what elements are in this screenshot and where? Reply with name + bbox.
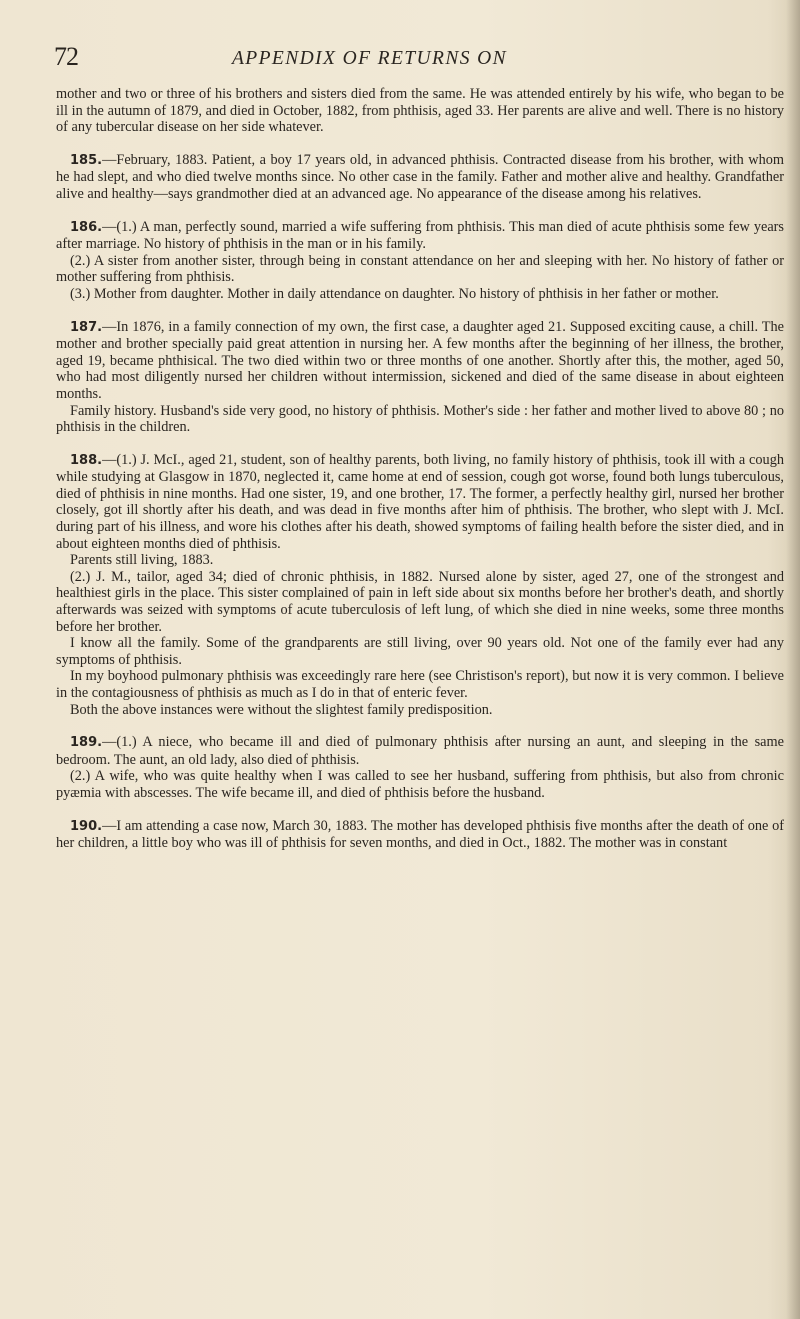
body-text [56,86,784,852]
case-number: 190. [70,818,103,834]
paragraph-text: —(1.) A niece, who became ill and died of pulmonary phthisis after nursing an aunt, and sleeping in the same bedroom. The aunt, an old lady, also died of phthisis. [56,734,784,768]
paragraph-text: (2.) J. M., tailor, aged 34; died of chronic phthisis, in 1882. Nursed alone by sister, aged 27, one of the strongest and healthiest girls in the place. This sister complained of pain in left side about six months before her brother's death, and shortly afterwards was seized with symptoms of acute tuberculosis of left lung, of which she died in nine weeks, some three months before her brother. [56,568,784,635]
paragraph-text: mother and two or three of his brothers and sisters died from the same. He was attended entirely by his wife, who began to be ill in the autumn of 1879, and died in October, 1882, from phthisis, aged 33. Her parents are alive and well. There is no history of any tubercular disease on her side whatever. [56,86,784,136]
paragraph-text: I know all the family. Some of the grandparents are still living, over 90 years old. Not one of the family ever had any symptoms of phthisis. [56,635,784,668]
case-number: 189. [70,735,103,751]
page-header [54,42,754,74]
paragraph-gap [56,303,784,319]
paragraph-gap [56,718,784,734]
paragraph-text: Parents still living, 1883. [70,552,214,569]
paragraph [56,768,784,801]
running-head: APPENDIX OF RETURNS ON [232,48,508,69]
paragraph-gap [56,802,784,818]
paragraph [56,702,784,719]
paragraph [56,668,784,701]
paragraph-text: In my boyhood pulmonary phthisis was exceedingly rare here (see Christison's report), but now it is very common. I believe in the contagiousness of phthisis as much as I do in that of enteric fever. [56,668,784,701]
paragraph [56,569,784,635]
paragraph-text: —February, 1883. Patient, a boy 17 years old, in advanced phthisis. Contracted disease from his brother, with whom he had slept, and who died twelve months since. No other case in the family. Father and mother alive and healthy. Grandfather alive and healthy—says grandmother died at an advanced age. No appearance of the disease among his relatives. [56,151,784,202]
case-paragraph [56,319,784,403]
case-number: 187. [70,319,103,335]
case-number: 185. [70,152,103,168]
paragraph-text: —(1.) A man, perfectly sound, married a wife suffering from phthisis. This man died of acute phthisis some few years after marriage. No history of phthisis in the man or in his family. [56,218,784,253]
paragraph-text: Both the above instances were without the slightest family predisposition. [70,701,493,718]
paragraph [56,253,784,286]
paragraph-text: —I am attending a case now, March 30, 1883. The mother has developed phthisis five months after the death of one of her children, a little boy who was ill of phthisis for seven months, and died in Oct., 1882. The mother was in constant [56,817,784,852]
case-number: 188. [70,452,103,468]
case-paragraph [56,734,784,768]
paragraph-gap [56,136,784,152]
page-edge-shadow [786,0,800,1319]
paragraph-gap [56,203,784,219]
paragraph [56,86,784,136]
page-number: 72 [54,42,78,71]
case-paragraph [56,152,784,203]
case-paragraph [56,452,784,553]
paragraph-text: (2.) A sister from another sister, through being in constant attendance on her and sleeping with her. No history of father or mother suffering from phthisis. [56,252,784,286]
case-paragraph [56,219,784,253]
paragraph [56,286,784,303]
paragraph-gap [56,436,784,452]
paragraph-text: (2.) A wife, who was quite healthy when I was called to see her husband, suffering from phthisis, but also from chronic pyæmia with abscesses. The wife became ill, and died of phthisis before the husband. [56,768,784,801]
paragraph [56,635,784,668]
paragraph [56,552,784,569]
paragraph [56,403,784,436]
case-number: 186. [70,219,103,235]
paragraph-text: —In 1876, in a family connection of my own, the first case, a daughter aged 21. Supposed exciting cause, a chill. The mother and brother specially paid great attention in nursing her. A few months after the beginning of her illness, the brother, aged 19, became phthisical. The two died within two or three months of one another. Shortly after this, the mother, aged 50, who had most diligently nursed her children without intermission, sickened and died of the same disease in about eighteen months. [56,318,784,402]
paragraph-text: Family history. Husband's side very good, no history of phthisis. Mother's side : her father and mother lived to above 80 ; no phthisis in the children. [56,402,784,436]
paragraph-text: —(1.) J. McI., aged 21, student, son of healthy parents, both living, no family history of phthisis, took ill with a cough while studying at Glasgow in 1870, neglected it, came home at end of session, cough got worse, found both lungs tuberculous, died of phthisis in nine months. Had one sister, 19, and one brother, 17. The former, a perfectly healthy girl, nursed her brother closely, got ill shortly after his death, and was dead in five months after him of phthisis. The brother, who slept with J. McI. during part of his illness, and wore his clothes after his death, showed symptoms of failing health before the sister died, and in about eighteen months died of phthisis. [56,451,784,552]
paragraph-text: (3.) Mother from daughter. Mother in daily attendance on daughter. No history of phthisis in her father or mother. [70,285,719,302]
case-paragraph [56,818,784,852]
